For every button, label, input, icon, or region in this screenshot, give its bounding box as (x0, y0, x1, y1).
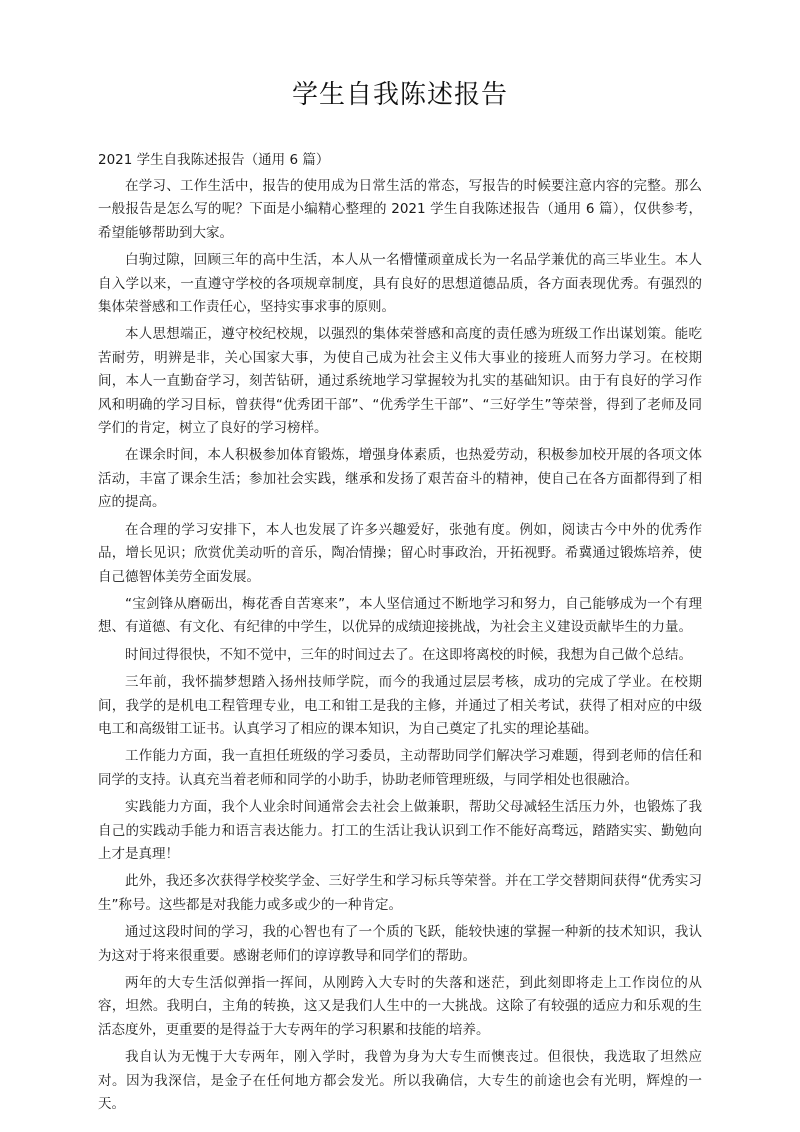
paragraph: 通过这段时间的学习，我的心智也有了一个质的飞跃，能较快速的掌握一种新的技术知识，我认为这对于将来很重要。感谢老师们的谆谆教导和同学们的帮助。 (98, 924, 702, 964)
paragraph: 在学习、工作生活中，报告的使用成为日常生活的常态，写报告的时候要注意内容的完整。那么一般报告是怎么写的呢？下面是小编精心整理的 2021 学生自我陈述报告（通用 6 篇），仅供参考，希望能够帮助到大家。 (98, 178, 702, 241)
paragraph: 白驹过隙，回顾三年的高中生活，本人从一名懵懂顽童成长为一名品学兼优的高三毕业生。本人自入学以来，一直遵守学校的各项规章制度，具有良好的思想道德品质，各方面表现优秀。有强烈的集体荣誉感和工作责任心，坚持实事求事的原则。 (98, 252, 702, 316)
document-body (98, 175, 702, 1116)
paragraph: 两年的大专生活似弹指一挥间，从刚跨入大专时的失落和迷茫，到此刻即将走上工作岗位的从容，坦然。我明白，主角的转换，这又是我们人生中的一大挑战。这除了有较强的适应力和乐观的生活态度外，更重要的是得益于大专两年的学习积累和技能的培养。 (98, 975, 702, 1038)
document-subtitle: 2021 学生自我陈述报告（通用 6 篇） (98, 152, 330, 168)
paragraph: 实践能力方面，我个人业余时间通常会去社会上做兼职，帮助父母减轻生活压力外，也锻炼了我自己的实践动手能力和语言表达能力。打工的生活让我认识到工作不能好高骛远，踏踏实实、勤勉向上才是真理！ (98, 799, 702, 862)
paragraph: 时间过得很快，不知不觉中，三年的时间过去了。在这即将离校的时候，我想为自己做个总结。 (125, 646, 692, 663)
paragraph: 在合理的学习安排下，本人也发展了许多兴趣爱好，张弛有度。例如，阅读古今中外的优秀作品，增长见识；欣赏优美动听的音乐，陶冶情操；留心时事政治，开拓视野。希冀通过锻炼培养，使自己德智体美劳全面发展。 (98, 521, 702, 585)
paragraph: 本人思想端正，遵守校纪校规，以强烈的集体荣誉感和高度的责任感为班级工作出谋划策。能吃苦耐劳，明辨是非，关心国家大事，为使自己成为社会主义伟大事业的接班人而努力学习。在校期间，本人一直勤奋学习，刻苦钻研，通过系统地学习掌握较为扎实的基础知识。由于有良好的学习作风和明确的学习目标，曾获得“优秀团干部”、“优秀学生干部”、“三好学生”等荣誉，得到了老师及同学们的肯定，树立了良好的学习榜样。 (98, 326, 702, 437)
paragraph: 工作能力方面，我一直担任班级的学习委员，主动帮助同学们解决学习难题，得到老师的信任和同学的支持。认真充当着老师和同学的小助手，协助老师管理班级，与同学相处也很融洽。 (98, 748, 702, 788)
paragraph: 此外，我还多次获得学校奖学金、三好学生和学习标兵等荣誉。并在工学交替期间获得“优秀实习生”称号。这些都是对我能力或多或少的一种肯定。 (98, 873, 702, 913)
document-title: 学生自我陈述报告 (291, 80, 508, 110)
paragraph: “宝剑锋从磨砺出，梅花香自苦寒来”，本人坚信通过不断地学习和努力，自己能够成为一个有理想、有道德、有文化、有纪律的中学生，以优异的成绩迎接挑战，为社会主义建设贡献毕生的力量。 (98, 595, 702, 636)
paragraph: 在课余时间，本人积极参加体育锻炼，增强身体素质，也热爱劳动，积极参加校开展的各项文体活动，丰富了课余生活；参加社会实践，继承和发扬了艰苦奋斗的精神，使自己在各方面都得到了相应的提高。 (98, 447, 702, 511)
paragraph: 我自认为无愧于大专两年，刚入学时，我曾为身为大专生而懊丧过。但很快，我选取了坦然应对。因为我深信，是金子在任何地方都会发光。所以我确信，大专生的前途也会有光明，辉煌的一天。 (98, 1049, 702, 1113)
paragraph: 三年前，我怀揣梦想踏入扬州技师学院，而今的我通过层层考核，成功的完成了学业。在校期间，我学的是机电工程管理专业，电工和钳工是我的主修，并通过了相关考试，获得了相对应的中级电工和高级钳工证书。认真学习了相应的课本知识，为自己奠定了扎实的理论基础。 (98, 674, 702, 737)
